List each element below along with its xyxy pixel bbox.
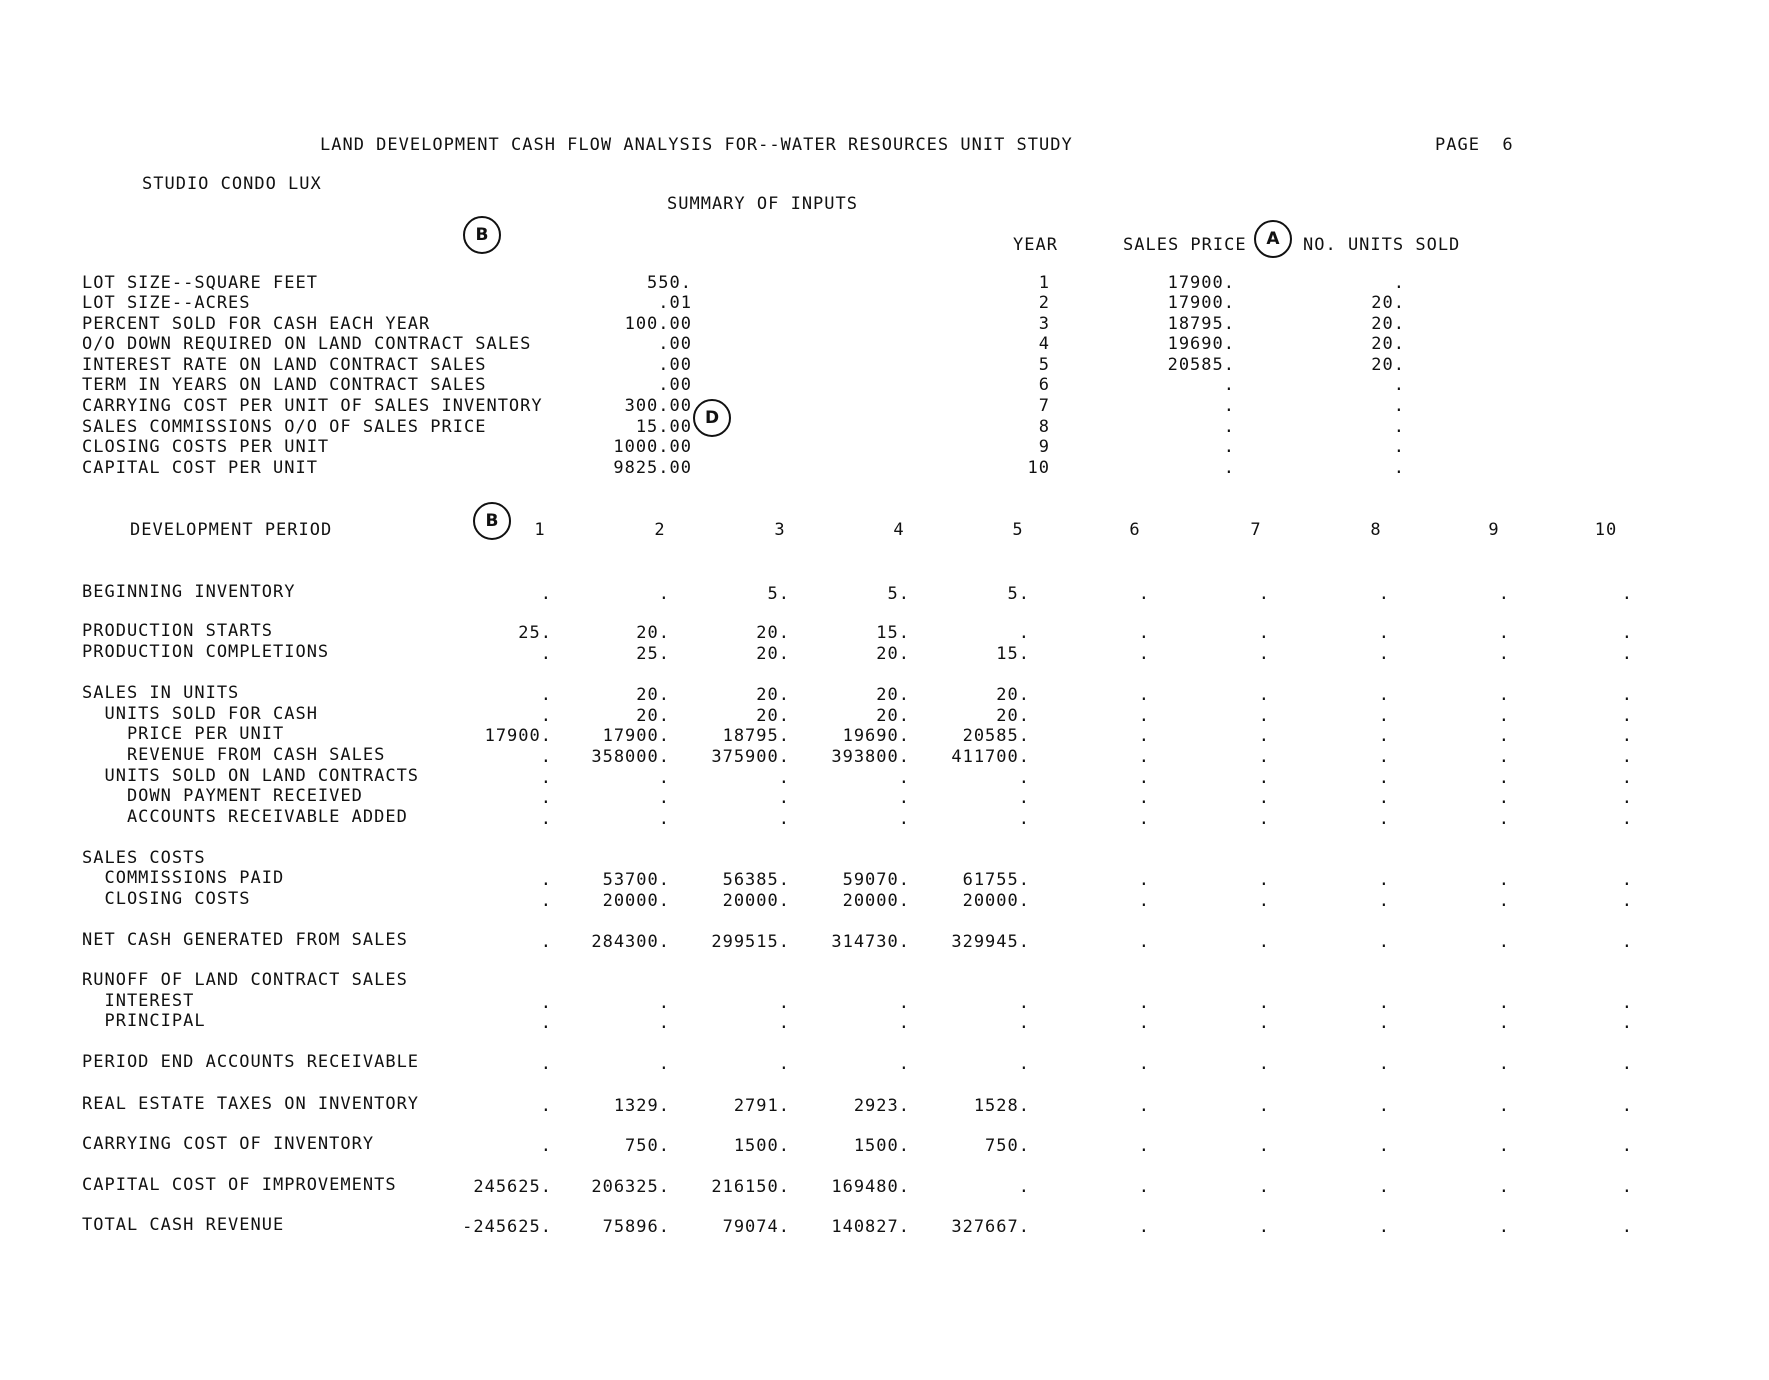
row-value-cell: . <box>1378 932 1390 952</box>
input-label: PERCENT SOLD FOR CASH EACH YEAR <box>82 314 431 334</box>
row-value-cell: . <box>1498 932 1510 952</box>
row-value-cell: . <box>778 1054 790 1074</box>
units-sold-cell: . <box>1393 375 1405 395</box>
row-value-cell: 79074. <box>722 1217 790 1237</box>
row-value-cell: 140827. <box>831 1217 910 1237</box>
row-value-cell: . <box>1258 891 1270 911</box>
row-value-cell: . <box>1498 768 1510 788</box>
year-cell: 10 <box>1027 458 1050 478</box>
row-value-cell: . <box>1138 993 1150 1013</box>
sales-price-cell: 19690. <box>1167 334 1235 354</box>
row-value-cell: 18795. <box>722 726 790 746</box>
row-value-cell: . <box>898 1013 910 1033</box>
units-sold-cell: 20. <box>1371 355 1405 375</box>
row-value-cell: . <box>1138 1177 1150 1197</box>
marker-d: D <box>693 399 731 437</box>
row-value-cell: . <box>1138 1013 1150 1033</box>
row-value-cell: . <box>1378 584 1390 604</box>
units-sold-cell: . <box>1393 437 1405 457</box>
period-column-header: 3 <box>774 520 786 540</box>
row-value-cell: . <box>898 1054 910 1074</box>
row-value-cell: . <box>658 584 670 604</box>
row-value-cell: 750. <box>625 1136 670 1156</box>
row-value-cell: . <box>1258 747 1270 767</box>
row-value-cell: 750. <box>985 1136 1030 1156</box>
row-value-cell: 314730. <box>831 932 910 952</box>
row-value-cell: . <box>1621 1217 1633 1237</box>
row-value-cell: . <box>1018 1054 1030 1074</box>
row-label: REVENUE FROM CASH SALES <box>82 745 386 765</box>
units-sold-cell: 20. <box>1371 293 1405 313</box>
row-value-cell: . <box>1138 809 1150 829</box>
input-value: .00 <box>658 355 692 375</box>
row-value-cell: . <box>1498 685 1510 705</box>
row-value-cell: 20. <box>756 623 790 643</box>
units-sold-cell: . <box>1393 396 1405 416</box>
row-label: TOTAL CASH REVENUE <box>82 1215 285 1235</box>
row-value-cell: . <box>1378 623 1390 643</box>
row-value-cell: . <box>1258 1013 1270 1033</box>
row-value-cell: 53700. <box>602 870 670 890</box>
row-value-cell: 216150. <box>711 1177 790 1197</box>
row-value-cell: . <box>1258 993 1270 1013</box>
row-value-cell: . <box>658 809 670 829</box>
row-value-cell: . <box>1258 644 1270 664</box>
row-value-cell: 25. <box>636 644 670 664</box>
sales-price-cell: . <box>1223 417 1235 437</box>
row-value-cell: . <box>1258 1136 1270 1156</box>
row-value-cell: 2791. <box>733 1096 790 1116</box>
row-value-cell: 393800. <box>831 747 910 767</box>
row-value-cell: . <box>1018 1013 1030 1033</box>
input-label: LOT SIZE--ACRES <box>82 293 251 313</box>
row-value-cell: . <box>658 1054 670 1074</box>
row-value-cell: . <box>1621 809 1633 829</box>
period-column-header: 10 <box>1594 520 1618 540</box>
row-label: UNITS SOLD ON LAND CONTRACTS <box>82 766 420 786</box>
row-value-cell: . <box>1378 685 1390 705</box>
row-label: PRICE PER UNIT <box>82 724 285 744</box>
row-value-cell: . <box>1378 809 1390 829</box>
row-label: PRODUCTION STARTS <box>82 621 273 641</box>
row-value-cell: 245625. <box>473 1177 552 1197</box>
row-value-cell: . <box>1138 1217 1150 1237</box>
units-sold-cell: . <box>1393 273 1405 293</box>
row-value-cell: . <box>1498 706 1510 726</box>
row-value-cell: . <box>540 1054 552 1074</box>
row-value-cell: . <box>778 1013 790 1033</box>
input-value: 1000.00 <box>613 437 692 457</box>
row-value-cell: . <box>1621 788 1633 808</box>
row-value-cell: 20000. <box>842 891 910 911</box>
row-value-cell: . <box>1018 1177 1030 1197</box>
row-value-cell: . <box>1498 1013 1510 1033</box>
period-label: DEVELOPMENT PERIOD <box>130 520 333 540</box>
sales-price-cell: 20585. <box>1167 355 1235 375</box>
row-value-cell: . <box>540 788 552 808</box>
row-value-cell: . <box>1138 932 1150 952</box>
row-value-cell: . <box>1258 788 1270 808</box>
row-value-cell: . <box>1498 726 1510 746</box>
row-value-cell: . <box>1621 768 1633 788</box>
row-value-cell: . <box>1018 768 1030 788</box>
row-value-cell: 20. <box>636 706 670 726</box>
row-value-cell: . <box>1258 768 1270 788</box>
row-value-cell: 20. <box>756 706 790 726</box>
year-cell: 4 <box>1038 334 1050 354</box>
summary-title: SUMMARY OF INPUTS <box>667 194 858 214</box>
row-value-cell: 284300. <box>591 932 670 952</box>
row-value-cell: . <box>540 747 552 767</box>
row-label: CLOSING COSTS <box>82 889 251 909</box>
input-value: 100.00 <box>624 314 692 334</box>
row-value-cell: . <box>540 809 552 829</box>
row-label: PRODUCTION COMPLETIONS <box>82 642 330 662</box>
row-value-cell: . <box>778 768 790 788</box>
row-label: PRINCIPAL <box>82 1011 206 1031</box>
row-label: NET CASH GENERATED FROM SALES <box>82 930 408 950</box>
row-value-cell: . <box>658 1013 670 1033</box>
row-value-cell: . <box>1378 788 1390 808</box>
row-value-cell: . <box>540 584 552 604</box>
sales-price-cell: . <box>1223 437 1235 457</box>
period-column-header: 7 <box>1250 520 1262 540</box>
row-label: RUNOFF OF LAND CONTRACT SALES <box>82 970 408 990</box>
row-value-cell: 25. <box>518 623 552 643</box>
sales-price-cell: 18795. <box>1167 314 1235 334</box>
row-label: REAL ESTATE TAXES ON INVENTORY <box>82 1094 420 1114</box>
row-value-cell: . <box>1258 809 1270 829</box>
row-value-cell: 20. <box>756 685 790 705</box>
year-cell: 7 <box>1038 396 1050 416</box>
period-column-header: 5 <box>1012 520 1024 540</box>
row-value-cell: 15. <box>876 623 910 643</box>
row-value-cell: . <box>540 644 552 664</box>
row-value-cell: . <box>1018 993 1030 1013</box>
row-value-cell: 20. <box>876 706 910 726</box>
row-value-cell: . <box>1498 623 1510 643</box>
row-value-cell: . <box>1138 644 1150 664</box>
year-cell: 2 <box>1038 293 1050 313</box>
row-value-cell: 206325. <box>591 1177 670 1197</box>
units-sold-cell: 20. <box>1371 334 1405 354</box>
row-value-cell: . <box>1258 685 1270 705</box>
row-value-cell: . <box>1621 623 1633 643</box>
row-value-cell: 20. <box>876 644 910 664</box>
input-value: .00 <box>658 334 692 354</box>
row-value-cell: . <box>1138 623 1150 643</box>
row-value-cell: . <box>1138 891 1150 911</box>
year-cell: 1 <box>1038 273 1050 293</box>
row-value-cell: . <box>1258 726 1270 746</box>
row-value-cell: . <box>1498 891 1510 911</box>
row-value-cell: . <box>1138 706 1150 726</box>
row-value-cell: . <box>1378 1177 1390 1197</box>
row-value-cell: . <box>1378 1217 1390 1237</box>
row-value-cell: . <box>1498 1177 1510 1197</box>
row-value-cell: . <box>1621 1013 1633 1033</box>
row-value-cell: 1500. <box>733 1136 790 1156</box>
period-column-header: 8 <box>1370 520 1382 540</box>
row-value-cell: . <box>1621 584 1633 604</box>
row-value-cell: . <box>540 685 552 705</box>
row-value-cell: . <box>1498 809 1510 829</box>
row-value-cell: . <box>1258 932 1270 952</box>
row-value-cell: . <box>1258 1177 1270 1197</box>
row-value-cell: 75896. <box>602 1217 670 1237</box>
row-value-cell: . <box>1138 870 1150 890</box>
row-value-cell: . <box>1498 1054 1510 1074</box>
row-value-cell: 17900. <box>602 726 670 746</box>
input-value: 550. <box>647 273 692 293</box>
row-value-cell: . <box>1498 870 1510 890</box>
row-value-cell: . <box>540 870 552 890</box>
row-label: DOWN PAYMENT RECEIVED <box>82 786 363 806</box>
row-value-cell: . <box>1018 788 1030 808</box>
row-value-cell: . <box>1378 726 1390 746</box>
row-value-cell: . <box>1621 706 1633 726</box>
row-value-cell: . <box>1621 870 1633 890</box>
row-value-cell: . <box>898 788 910 808</box>
report-title: LAND DEVELOPMENT CASH FLOW ANALYSIS FOR--WATER RESOURCES UNIT STUDY <box>320 135 1073 155</box>
row-value-cell: . <box>1138 726 1150 746</box>
row-value-cell: . <box>540 706 552 726</box>
row-value-cell: . <box>1138 584 1150 604</box>
row-value-cell: 15. <box>996 644 1030 664</box>
year-header: YEAR <box>1013 235 1058 255</box>
row-value-cell: . <box>540 993 552 1013</box>
row-label: CARRYING COST OF INVENTORY <box>82 1134 375 1154</box>
period-column-header: 2 <box>654 520 666 540</box>
row-value-cell: 20. <box>996 706 1030 726</box>
year-cell: 8 <box>1038 417 1050 437</box>
row-value-cell: . <box>1378 747 1390 767</box>
row-value-cell: . <box>1378 891 1390 911</box>
year-cell: 9 <box>1038 437 1050 457</box>
row-value-cell: 20. <box>996 685 1030 705</box>
input-label: O/O DOWN REQUIRED ON LAND CONTRACT SALES <box>82 334 532 354</box>
row-value-cell: . <box>778 993 790 1013</box>
row-value-cell: 20000. <box>962 891 1030 911</box>
row-value-cell: . <box>658 788 670 808</box>
row-value-cell: . <box>1258 1054 1270 1074</box>
sales-price-cell: 17900. <box>1167 293 1235 313</box>
row-value-cell: . <box>1498 1136 1510 1156</box>
row-value-cell: . <box>1498 1217 1510 1237</box>
row-label: PERIOD END ACCOUNTS RECEIVABLE <box>82 1052 420 1072</box>
row-value-cell: . <box>1258 1096 1270 1116</box>
row-value-cell: 5. <box>767 584 790 604</box>
row-value-cell: 59070. <box>842 870 910 890</box>
period-column-header: 9 <box>1488 520 1500 540</box>
row-value-cell: 20. <box>636 623 670 643</box>
row-value-cell: . <box>1498 993 1510 1013</box>
sales-price-cell: . <box>1223 396 1235 416</box>
row-value-cell: . <box>1138 747 1150 767</box>
row-value-cell: 2923. <box>853 1096 910 1116</box>
row-value-cell: . <box>1378 1136 1390 1156</box>
units-sold-header: NO. UNITS SOLD <box>1303 235 1461 255</box>
units-sold-cell: . <box>1393 417 1405 437</box>
row-label: COMMISSIONS PAID <box>82 868 285 888</box>
row-label: CAPITAL COST OF IMPROVEMENTS <box>82 1175 397 1195</box>
row-value-cell: . <box>658 768 670 788</box>
row-value-cell: . <box>1258 584 1270 604</box>
row-value-cell: 5. <box>1007 584 1030 604</box>
row-value-cell: . <box>1258 706 1270 726</box>
row-value-cell: . <box>1258 1217 1270 1237</box>
row-value-cell: . <box>1621 1177 1633 1197</box>
input-label: TERM IN YEARS ON LAND CONTRACT SALES <box>82 375 487 395</box>
input-value: 15.00 <box>635 417 692 437</box>
row-value-cell: . <box>778 809 790 829</box>
input-label: CARRYING COST PER UNIT OF SALES INVENTORY <box>82 396 543 416</box>
row-value-cell: . <box>1621 993 1633 1013</box>
period-column-header: 4 <box>893 520 905 540</box>
input-value: .01 <box>658 293 692 313</box>
row-value-cell: . <box>1378 768 1390 788</box>
row-value-cell: . <box>1138 685 1150 705</box>
row-value-cell: 327667. <box>951 1217 1030 1237</box>
row-value-cell: 20585. <box>962 726 1030 746</box>
row-value-cell: . <box>1018 623 1030 643</box>
row-value-cell: . <box>1621 726 1633 746</box>
row-value-cell: . <box>1258 870 1270 890</box>
row-value-cell: 411700. <box>951 747 1030 767</box>
input-label: LOT SIZE--SQUARE FEET <box>82 273 318 293</box>
row-value-cell: . <box>1498 1096 1510 1116</box>
period-column-header: 6 <box>1129 520 1141 540</box>
input-label: SALES COMMISSIONS O/O OF SALES PRICE <box>82 417 487 437</box>
row-value-cell: . <box>1621 932 1633 952</box>
row-value-cell: 375900. <box>711 747 790 767</box>
units-sold-cell: . <box>1393 458 1405 478</box>
row-label: INTEREST <box>82 991 195 1011</box>
input-label: CLOSING COSTS PER UNIT <box>82 437 330 457</box>
row-value-cell: . <box>778 788 790 808</box>
row-value-cell: 20. <box>876 685 910 705</box>
row-value-cell: . <box>540 768 552 788</box>
sales-price-cell: . <box>1223 458 1235 478</box>
row-value-cell: . <box>1621 1096 1633 1116</box>
row-value-cell: . <box>1138 788 1150 808</box>
row-value-cell: 169480. <box>831 1177 910 1197</box>
input-label: INTEREST RATE ON LAND CONTRACT SALES <box>82 355 487 375</box>
row-value-cell: 61755. <box>962 870 1030 890</box>
row-value-cell: . <box>1378 1096 1390 1116</box>
row-value-cell: . <box>1621 685 1633 705</box>
row-value-cell: . <box>1621 644 1633 664</box>
row-value-cell: 20. <box>636 685 670 705</box>
row-value-cell: . <box>540 1096 552 1116</box>
row-value-cell: 1500. <box>853 1136 910 1156</box>
row-value-cell: 358000. <box>591 747 670 767</box>
input-value: 9825.00 <box>613 458 692 478</box>
row-value-cell: . <box>1621 1136 1633 1156</box>
year-cell: 6 <box>1038 375 1050 395</box>
input-label: CAPITAL COST PER UNIT <box>82 458 318 478</box>
marker-a: A <box>1254 220 1292 258</box>
period-column-header: 1 <box>534 520 546 540</box>
row-label: SALES IN UNITS <box>82 683 240 703</box>
row-value-cell: 1329. <box>613 1096 670 1116</box>
row-value-cell: -245625. <box>462 1217 552 1237</box>
row-value-cell: . <box>1138 1054 1150 1074</box>
row-value-cell: . <box>1138 1136 1150 1156</box>
row-value-cell: 329945. <box>951 932 1030 952</box>
row-value-cell: 19690. <box>842 726 910 746</box>
project-name: STUDIO CONDO LUX <box>142 174 322 194</box>
row-value-cell: . <box>1138 1096 1150 1116</box>
row-value-cell: 20000. <box>602 891 670 911</box>
input-value: 300.00 <box>624 396 692 416</box>
row-value-cell: . <box>1378 993 1390 1013</box>
row-value-cell: . <box>540 891 552 911</box>
row-value-cell: . <box>1378 644 1390 664</box>
row-value-cell: . <box>1498 788 1510 808</box>
row-value-cell: . <box>1378 1013 1390 1033</box>
row-value-cell: . <box>1378 706 1390 726</box>
sales-price-cell: . <box>1223 375 1235 395</box>
row-value-cell: . <box>1138 768 1150 788</box>
sales-price-cell: 17900. <box>1167 273 1235 293</box>
year-cell: 3 <box>1038 314 1050 334</box>
row-label: SALES COSTS <box>82 848 206 868</box>
row-value-cell: . <box>898 768 910 788</box>
page-number: PAGE 6 <box>1435 135 1514 155</box>
row-value-cell: . <box>1498 747 1510 767</box>
row-value-cell: 5. <box>887 584 910 604</box>
row-value-cell: . <box>1498 644 1510 664</box>
input-value: .00 <box>658 375 692 395</box>
row-value-cell: 56385. <box>722 870 790 890</box>
row-value-cell: 20000. <box>722 891 790 911</box>
row-value-cell: . <box>1498 584 1510 604</box>
row-value-cell: . <box>540 1136 552 1156</box>
row-value-cell: 17900. <box>484 726 552 746</box>
row-value-cell: . <box>898 993 910 1013</box>
sales-price-header: SALES PRICE <box>1123 235 1247 255</box>
row-value-cell: . <box>540 1013 552 1033</box>
row-value-cell: . <box>540 932 552 952</box>
row-label: UNITS SOLD FOR CASH <box>82 704 318 724</box>
row-value-cell: 20. <box>756 644 790 664</box>
row-label: BEGINNING INVENTORY <box>82 582 296 602</box>
marker-b-period: B <box>473 502 511 540</box>
row-value-cell: 1528. <box>973 1096 1030 1116</box>
marker-b-top: B <box>463 216 501 254</box>
row-value-cell: . <box>1621 747 1633 767</box>
row-value-cell: . <box>1378 1054 1390 1074</box>
row-label: ACCOUNTS RECEIVABLE ADDED <box>82 807 408 827</box>
row-value-cell: . <box>1378 870 1390 890</box>
year-cell: 5 <box>1038 355 1050 375</box>
row-value-cell: . <box>898 809 910 829</box>
row-value-cell: 299515. <box>711 932 790 952</box>
row-value-cell: . <box>658 993 670 1013</box>
units-sold-cell: 20. <box>1371 314 1405 334</box>
row-value-cell: . <box>1258 623 1270 643</box>
row-value-cell: . <box>1018 809 1030 829</box>
row-value-cell: . <box>1621 891 1633 911</box>
row-value-cell: . <box>1621 1054 1633 1074</box>
